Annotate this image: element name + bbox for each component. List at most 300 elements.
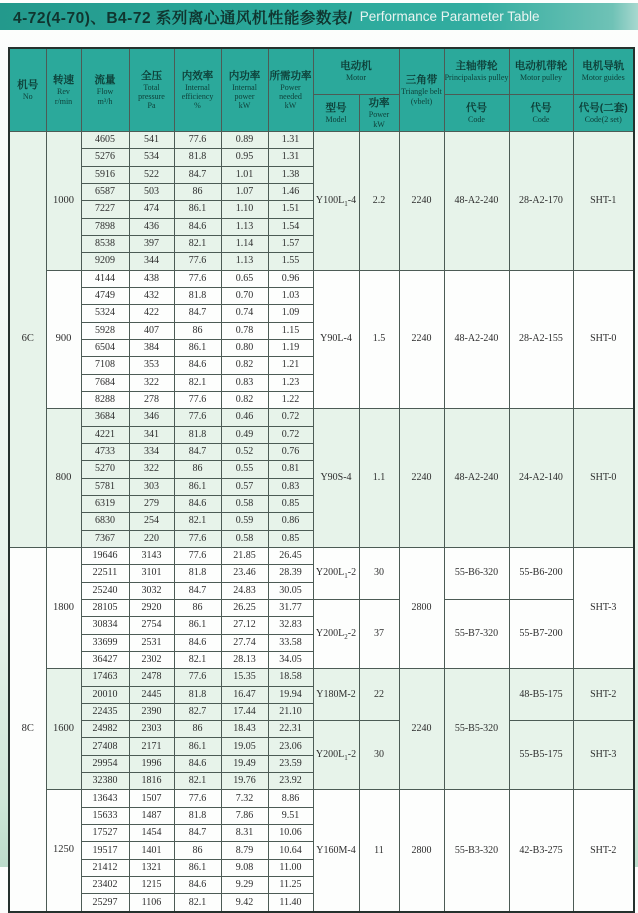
power-needed-cell: 23.92 [268, 773, 313, 790]
motor-model-cell: $Y200L_1-2$ [313, 547, 359, 599]
pressure-cell: 1215 [129, 877, 174, 894]
belt-cell: 2800 [399, 547, 444, 668]
col-header-guides-code [573, 95, 634, 132]
efficiency-cell: 86 [174, 461, 221, 478]
motor-pulley-cell: 55-B6-200 [509, 547, 573, 599]
table-row [9, 599, 634, 616]
internal-power-cell: 0.58 [221, 530, 268, 547]
flow-cell: 6587 [81, 183, 129, 200]
flow-cell: 28105 [81, 599, 129, 616]
power-needed-cell: 1.57 [268, 235, 313, 252]
flow-cell: 8538 [81, 235, 129, 252]
pressure-cell: 1106 [129, 894, 174, 912]
belt-cell: 2240 [399, 409, 444, 548]
pressure-cell: 220 [129, 530, 174, 547]
flow-cell: 23402 [81, 877, 129, 894]
internal-power-cell: 9.08 [221, 859, 268, 876]
flow-cell: 5781 [81, 478, 129, 495]
power-needed-cell: 1.46 [268, 183, 313, 200]
power-needed-cell: 1.23 [268, 374, 313, 391]
flow-cell: 22435 [81, 703, 129, 720]
internal-power-cell: 9.42 [221, 894, 268, 912]
efficiency-cell: 82.7 [174, 703, 221, 720]
title-bar [0, 3, 638, 30]
efficiency-cell: 84.7 [174, 582, 221, 599]
pressure-cell: 534 [129, 149, 174, 166]
motor-power-cell: 2.2 [359, 132, 399, 271]
motor-guides-cell: SHT-0 [573, 270, 634, 409]
power-needed-cell: 1.21 [268, 357, 313, 374]
internal-power-cell: 0.95 [221, 149, 268, 166]
header-unit: r/min [54, 96, 73, 106]
power-needed-cell: 10.64 [268, 842, 313, 859]
internal-power-cell: 0.78 [221, 322, 268, 339]
power-needed-cell: 1.19 [268, 339, 313, 356]
col-header-speed [46, 48, 81, 132]
speed-cell: 1800 [46, 547, 81, 668]
power-needed-cell: 1.51 [268, 201, 313, 218]
internal-power-cell: 19.05 [221, 738, 268, 755]
motor-guides-cell: SHT-3 [573, 547, 634, 668]
col-header-machine [9, 48, 46, 132]
pressure-cell: 344 [129, 253, 174, 270]
internal-power-cell: 0.59 [221, 513, 268, 530]
header-label: Code(2 set) [584, 114, 622, 124]
internal-power-cell: 0.74 [221, 305, 268, 322]
internal-power-cell: 19.49 [221, 755, 268, 772]
header-label: Motor pulley [520, 73, 562, 83]
motor-guides-cell: SHT-2 [573, 669, 634, 721]
pressure-cell: 436 [129, 218, 174, 235]
flow-cell: 6319 [81, 495, 129, 512]
header-unit: % [194, 101, 201, 111]
header-label: Rev [57, 87, 70, 97]
pressure-cell: 1487 [129, 807, 174, 824]
flow-cell: 9209 [81, 253, 129, 270]
header-unit: (vbelt) [410, 96, 433, 106]
efficiency-cell: 77.6 [174, 547, 221, 564]
motor-power-cell: 11 [359, 790, 399, 912]
power-needed-cell: 34.05 [268, 651, 313, 668]
flow-cell: 27408 [81, 738, 129, 755]
motor-guides-cell: SHT-2 [573, 790, 634, 912]
header-label: 代号 [466, 101, 487, 114]
power-needed-cell: 18.58 [268, 669, 313, 686]
power-needed-cell: 33.58 [268, 634, 313, 651]
header-label: 代号(二套) [578, 101, 628, 114]
efficiency-cell: 86.1 [174, 859, 221, 876]
efficiency-cell: 82.1 [174, 235, 221, 252]
header-label: 所需功率 [269, 69, 312, 82]
header-label: 型号 [325, 101, 347, 114]
pressure-cell: 353 [129, 357, 174, 374]
col-header-pressure [129, 48, 174, 132]
power-needed-cell: 1.22 [268, 391, 313, 408]
pressure-cell: 2478 [129, 669, 174, 686]
pressure-cell: 2303 [129, 721, 174, 738]
internal-power-cell: 0.89 [221, 132, 268, 149]
col-header-principal-code [444, 95, 509, 132]
internal-power-cell: 15.35 [221, 669, 268, 686]
power-needed-cell: 0.86 [268, 513, 313, 530]
efficiency-cell: 81.8 [174, 149, 221, 166]
motor-pulley-cell: 48-B5-175 [509, 669, 573, 721]
pressure-cell: 1816 [129, 773, 174, 790]
flow-cell: 7227 [81, 201, 129, 218]
header-label: Code [532, 114, 550, 124]
flow-cell: 6504 [81, 339, 129, 356]
flow-cell: 4749 [81, 287, 129, 304]
header-unit: kW [238, 101, 251, 111]
header-label: 功率 [368, 97, 390, 110]
col-header-motor-pulley-code [509, 95, 573, 132]
pressure-cell: 541 [129, 132, 174, 149]
power-needed-cell: 26.45 [268, 547, 313, 564]
flow-cell: 4144 [81, 270, 129, 287]
col-header-belt [399, 48, 444, 132]
power-needed-cell: 0.76 [268, 443, 313, 460]
power-needed-cell: 0.83 [268, 478, 313, 495]
header-label: 电机导轨 [582, 60, 625, 73]
table-row [9, 669, 634, 686]
power-needed-cell: 1.15 [268, 322, 313, 339]
flow-cell: 4733 [81, 443, 129, 460]
principal-pulley-cell: 55-B3-320 [444, 790, 509, 912]
motor-pulley-cell: 28-A2-155 [509, 270, 573, 409]
table-row [9, 547, 634, 564]
table-row [9, 790, 634, 807]
header-label: 内效率 [181, 69, 214, 82]
pressure-cell: 334 [129, 443, 174, 460]
flow-cell: 7684 [81, 374, 129, 391]
speed-cell: 1000 [46, 132, 81, 271]
power-needed-cell: 22.31 [268, 721, 313, 738]
efficiency-cell: 86.1 [174, 201, 221, 218]
efficiency-cell: 84.6 [174, 218, 221, 235]
internal-power-cell: 27.74 [221, 634, 268, 651]
pressure-cell: 278 [129, 391, 174, 408]
pressure-cell: 422 [129, 305, 174, 322]
flow-cell: 6830 [81, 513, 129, 530]
flow-cell: 17527 [81, 825, 129, 842]
efficiency-cell: 77.6 [174, 790, 221, 807]
header-label: 三角带 [405, 74, 438, 87]
power-needed-cell: 1.31 [268, 149, 313, 166]
power-needed-cell: 0.85 [268, 495, 313, 512]
pressure-cell: 322 [129, 461, 174, 478]
efficiency-cell: 84.6 [174, 877, 221, 894]
belt-cell: 2240 [399, 132, 444, 271]
motor-model-cell: Y160M-4 [313, 790, 359, 912]
principal-pulley-cell: 55-B6-320 [444, 547, 509, 599]
pressure-cell: 407 [129, 322, 174, 339]
efficiency-cell: 81.8 [174, 426, 221, 443]
flow-cell: 30834 [81, 617, 129, 634]
col-header-efficiency [174, 48, 221, 132]
flow-cell: 7367 [81, 530, 129, 547]
flow-cell: 22511 [81, 565, 129, 582]
flow-cell: 4221 [81, 426, 129, 443]
internal-power-cell: 1.13 [221, 218, 268, 235]
motor-power-cell: 37 [359, 599, 399, 668]
power-needed-cell: 21.10 [268, 703, 313, 720]
efficiency-cell: 81.8 [174, 287, 221, 304]
motor-pulley-cell: 24-A2-140 [509, 409, 573, 548]
motor-model-cell: Y90L-4 [313, 270, 359, 409]
header-label: Power [368, 110, 390, 120]
internal-power-cell: 7.86 [221, 807, 268, 824]
efficiency-cell: 82.1 [174, 773, 221, 790]
internal-power-cell: 9.29 [221, 877, 268, 894]
efficiency-cell: 84.7 [174, 443, 221, 460]
efficiency-cell: 77.6 [174, 530, 221, 547]
pressure-cell: 1321 [129, 859, 174, 876]
col-header-motor-power [359, 95, 399, 132]
internal-power-cell: 7.32 [221, 790, 268, 807]
principal-pulley-cell: 48-A2-240 [444, 132, 509, 271]
table-row [9, 132, 634, 149]
table-header [9, 48, 634, 132]
page-title-en: Performance Parameter Table [359, 9, 540, 24]
pressure-cell: 397 [129, 235, 174, 252]
header-label: No [22, 91, 33, 101]
internal-power-cell: 27.12 [221, 617, 268, 634]
table-row [9, 270, 634, 287]
pressure-cell: 503 [129, 183, 174, 200]
power-needed-cell: 23.06 [268, 738, 313, 755]
internal-power-cell: 1.07 [221, 183, 268, 200]
pressure-cell: 2920 [129, 599, 174, 616]
header-unit: kW [284, 101, 297, 111]
motor-model-cell: Y180M-2 [313, 669, 359, 721]
machine-no-cell: 8C [9, 547, 46, 911]
table-row [9, 721, 634, 738]
header-label: 电动机带轮 [514, 60, 568, 73]
efficiency-cell: 86 [174, 721, 221, 738]
flow-cell: 29954 [81, 755, 129, 772]
machine-no-cell: 6C [9, 132, 46, 548]
internal-power-cell: 0.80 [221, 339, 268, 356]
internal-power-cell: 1.10 [221, 201, 268, 218]
flow-cell: 13643 [81, 790, 129, 807]
internal-power-cell: 26.25 [221, 599, 268, 616]
power-needed-cell: 1.09 [268, 305, 313, 322]
pressure-cell: 522 [129, 166, 174, 183]
pressure-cell: 2754 [129, 617, 174, 634]
flow-cell: 5916 [81, 166, 129, 183]
header-label: 流量 [94, 74, 116, 87]
flow-cell: 19517 [81, 842, 129, 859]
col-header-motor-model [313, 95, 359, 132]
header-unit: kW [373, 119, 385, 129]
col-header-motor-pulley [509, 48, 573, 95]
motor-pulley-cell: 42-B3-275 [509, 790, 573, 912]
header-label: Total pressure [138, 82, 165, 101]
motor-guides-cell: SHT-0 [573, 409, 634, 548]
header-label: Motor [346, 73, 366, 83]
motor-power-cell: 1.5 [359, 270, 399, 409]
header-label: 主轴带轮 [455, 60, 498, 73]
flow-cell: 25297 [81, 894, 129, 912]
belt-cell: 2240 [399, 270, 444, 409]
col-header-flow [81, 48, 129, 132]
efficiency-cell: 86 [174, 842, 221, 859]
header-label: 转速 [53, 74, 74, 87]
principal-pulley-cell: 48-A2-240 [444, 409, 509, 548]
internal-power-cell: 28.13 [221, 651, 268, 668]
pressure-cell: 254 [129, 513, 174, 530]
power-needed-cell: 0.81 [268, 461, 313, 478]
internal-power-cell: 16.47 [221, 686, 268, 703]
header-label: 代号 [530, 101, 552, 114]
motor-guides-cell: SHT-3 [573, 721, 634, 790]
flow-cell: 33699 [81, 634, 129, 651]
motor-model-cell: $Y200L_1-2$ [313, 721, 359, 790]
internal-power-cell: 0.46 [221, 409, 268, 426]
header-label: 全压 [141, 69, 162, 82]
header-label: 机号 [17, 78, 39, 91]
motor-model-cell: $Y200L_2-2$ [313, 599, 359, 668]
pressure-cell: 2445 [129, 686, 174, 703]
power-needed-cell: 0.72 [268, 426, 313, 443]
principal-pulley-cell: 48-A2-240 [444, 270, 509, 409]
header-label: 内功率 [228, 69, 261, 82]
header-label: Internal efficiency [181, 82, 214, 101]
internal-power-cell: 0.70 [221, 287, 268, 304]
efficiency-cell: 77.6 [174, 253, 221, 270]
motor-model-cell: $Y100L_1-4$ [313, 132, 359, 271]
efficiency-cell: 84.6 [174, 634, 221, 651]
pressure-cell: 384 [129, 339, 174, 356]
header-label: Power needed [279, 82, 302, 101]
col-header-internal-power [221, 48, 268, 132]
pressure-cell: 2390 [129, 703, 174, 720]
efficiency-cell: 82.1 [174, 651, 221, 668]
internal-power-cell: 19.76 [221, 773, 268, 790]
speed-cell: 1250 [46, 790, 81, 912]
page-title-cn: 4-72(4-70)、B4-72 系列离心通风机性能参数表/ [13, 9, 353, 27]
internal-power-cell: 0.82 [221, 357, 268, 374]
power-needed-cell: 31.77 [268, 599, 313, 616]
flow-cell: 36427 [81, 651, 129, 668]
flow-cell: 8288 [81, 391, 129, 408]
motor-pulley-cell: 55-B5-175 [509, 721, 573, 790]
pressure-cell: 2171 [129, 738, 174, 755]
motor-power-cell: 1.1 [359, 409, 399, 548]
header-label: Triangle belt [401, 87, 442, 97]
power-needed-cell: 23.59 [268, 755, 313, 772]
header-unit: Pa [147, 101, 156, 111]
internal-power-cell: 21.85 [221, 547, 268, 564]
motor-guides-cell: SHT-1 [573, 132, 634, 271]
efficiency-cell: 77.6 [174, 409, 221, 426]
power-needed-cell: 19.94 [268, 686, 313, 703]
pressure-cell: 2531 [129, 634, 174, 651]
efficiency-cell: 84.7 [174, 305, 221, 322]
efficiency-cell: 82.1 [174, 894, 221, 912]
power-needed-cell: 1.54 [268, 218, 313, 235]
header-label: Principalaxis pulley [444, 73, 509, 83]
header-label: 电动机 [340, 60, 372, 73]
motor-power-cell: 22 [359, 669, 399, 721]
internal-power-cell: 8.31 [221, 825, 268, 842]
power-needed-cell: 11.00 [268, 859, 313, 876]
efficiency-cell: 82.1 [174, 374, 221, 391]
col-header-motor-group [313, 48, 399, 95]
efficiency-cell: 77.6 [174, 132, 221, 149]
pressure-cell: 346 [129, 409, 174, 426]
pressure-cell: 3101 [129, 565, 174, 582]
table-body [9, 132, 634, 912]
speed-cell: 1600 [46, 669, 81, 790]
header-label: Code [468, 114, 485, 124]
pressure-cell: 303 [129, 478, 174, 495]
efficiency-cell: 77.6 [174, 391, 221, 408]
internal-power-cell: 0.49 [221, 426, 268, 443]
internal-power-cell: 18.43 [221, 721, 268, 738]
power-needed-cell: 1.31 [268, 132, 313, 149]
internal-power-cell: 0.65 [221, 270, 268, 287]
motor-pulley-cell: 28-A2-170 [509, 132, 573, 271]
power-needed-cell: 30.05 [268, 582, 313, 599]
motor-model-cell: Y90S-4 [313, 409, 359, 548]
flow-cell: 15633 [81, 807, 129, 824]
efficiency-cell: 81.8 [174, 807, 221, 824]
flow-cell: 25240 [81, 582, 129, 599]
efficiency-cell: 84.6 [174, 755, 221, 772]
flow-cell: 5276 [81, 149, 129, 166]
power-needed-cell: 11.40 [268, 894, 313, 912]
power-needed-cell: 32.83 [268, 617, 313, 634]
efficiency-cell: 84.7 [174, 166, 221, 183]
principal-pulley-cell: 55-B5-320 [444, 669, 509, 790]
power-needed-cell: 1.55 [268, 253, 313, 270]
internal-power-cell: 0.55 [221, 461, 268, 478]
flow-cell: 5928 [81, 322, 129, 339]
internal-power-cell: 8.79 [221, 842, 268, 859]
internal-power-cell: 24.83 [221, 582, 268, 599]
internal-power-cell: 0.83 [221, 374, 268, 391]
pressure-cell: 322 [129, 374, 174, 391]
flow-cell: 4605 [81, 132, 129, 149]
flow-cell: 17463 [81, 669, 129, 686]
flow-cell: 3684 [81, 409, 129, 426]
efficiency-cell: 86.1 [174, 478, 221, 495]
flow-cell: 32380 [81, 773, 129, 790]
pressure-cell: 438 [129, 270, 174, 287]
belt-cell: 2800 [399, 790, 444, 912]
power-needed-cell: 0.85 [268, 530, 313, 547]
efficiency-cell: 86.1 [174, 617, 221, 634]
power-needed-cell: 9.51 [268, 807, 313, 824]
power-needed-cell: 0.96 [268, 270, 313, 287]
col-header-power-needed [268, 48, 313, 132]
internal-power-cell: 1.01 [221, 166, 268, 183]
efficiency-cell: 86.1 [174, 339, 221, 356]
efficiency-cell: 86 [174, 322, 221, 339]
pressure-cell: 2302 [129, 651, 174, 668]
header-label: Model [325, 114, 347, 124]
principal-pulley-cell: 55-B7-320 [444, 599, 509, 668]
col-header-motor-guides [573, 48, 634, 95]
table-row [9, 409, 634, 426]
internal-power-cell: 17.44 [221, 703, 268, 720]
speed-cell: 900 [46, 270, 81, 409]
header-label: Flow [96, 87, 114, 97]
pressure-cell: 3032 [129, 582, 174, 599]
internal-power-cell: 0.57 [221, 478, 268, 495]
internal-power-cell: 0.82 [221, 391, 268, 408]
